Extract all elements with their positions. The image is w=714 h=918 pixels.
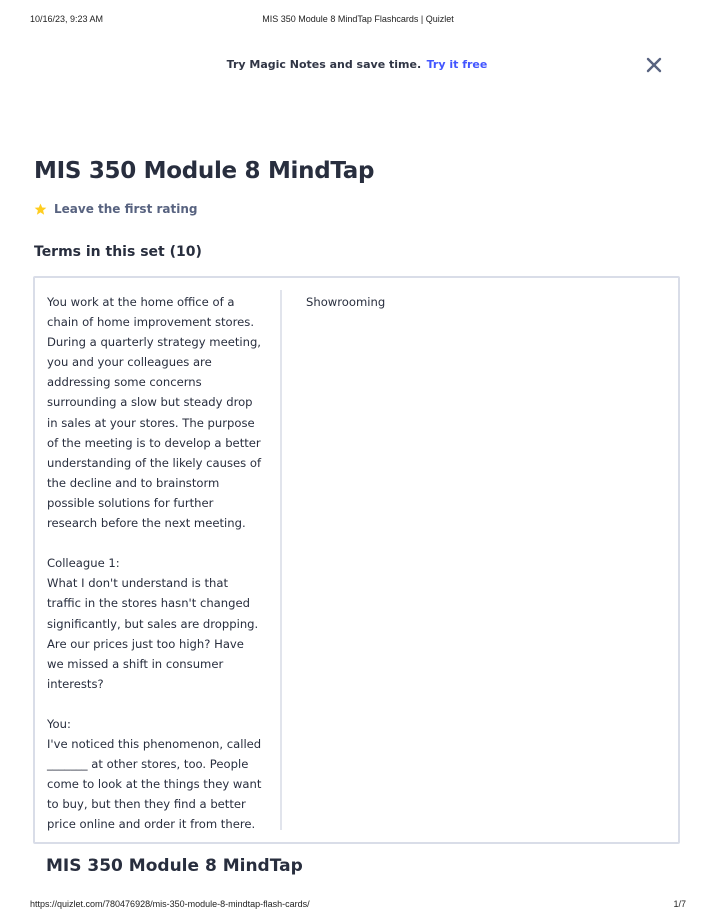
- print-url: https://quizlet.com/780476928/mis-350-module-8-mindtap-flash-cards/: [30, 899, 310, 909]
- star-icon: [34, 203, 47, 216]
- term-paragraph: You: I've noticed this phenomenon, called _______ at other stores, too. People come to look at the things they want to buy, but then they find a better price online and order it from there.: [47, 716, 262, 832]
- set-title: MIS 350 Module 8 MindTap: [34, 158, 375, 184]
- banner-message: Try Magic Notes and save time.: [226, 58, 422, 71]
- print-page-title: MIS 350 Module 8 MindTap Flashcards | Quizlet: [262, 14, 454, 24]
- try-it-free-link[interactable]: Try it free: [426, 58, 488, 71]
- magic-notes-banner: [0, 58, 714, 74]
- print-footer: [30, 899, 686, 911]
- close-icon: [644, 55, 664, 75]
- print-page-number: 1/7: [673, 899, 686, 909]
- flashcard: [33, 276, 680, 844]
- card-term: [47, 292, 263, 835]
- term-paragraph: You work at the home office of a chain of home improvement stores. During a quarterly strategy meeting, you and your colleagues are addressing some concerns surrounding a slow but steady drop in sales at your stores. The purpose of the meeting is to develop a better understanding of the likely causes of the decline and to brainstorm possible solutions for further research before the next meeting.: [47, 295, 262, 531]
- terms-heading: Terms in this set (10): [34, 244, 202, 260]
- card-definition: Showrooming: [306, 295, 386, 309]
- footer-set-title: MIS 350 Module 8 MindTap: [46, 856, 303, 876]
- term-paragraph: Colleague 1: What I don't understand is that traffic in the stores hasn't changed significantly, but sales are dropping. Are our prices just too high? Have we missed a shift in consumer interests?: [47, 556, 259, 691]
- print-header: [30, 14, 686, 28]
- close-banner-button[interactable]: [644, 55, 664, 75]
- card-divider: [280, 290, 282, 830]
- print-datetime: 10/16/23, 9:23 AM: [30, 14, 104, 24]
- rating-label: Leave the first rating: [54, 202, 198, 216]
